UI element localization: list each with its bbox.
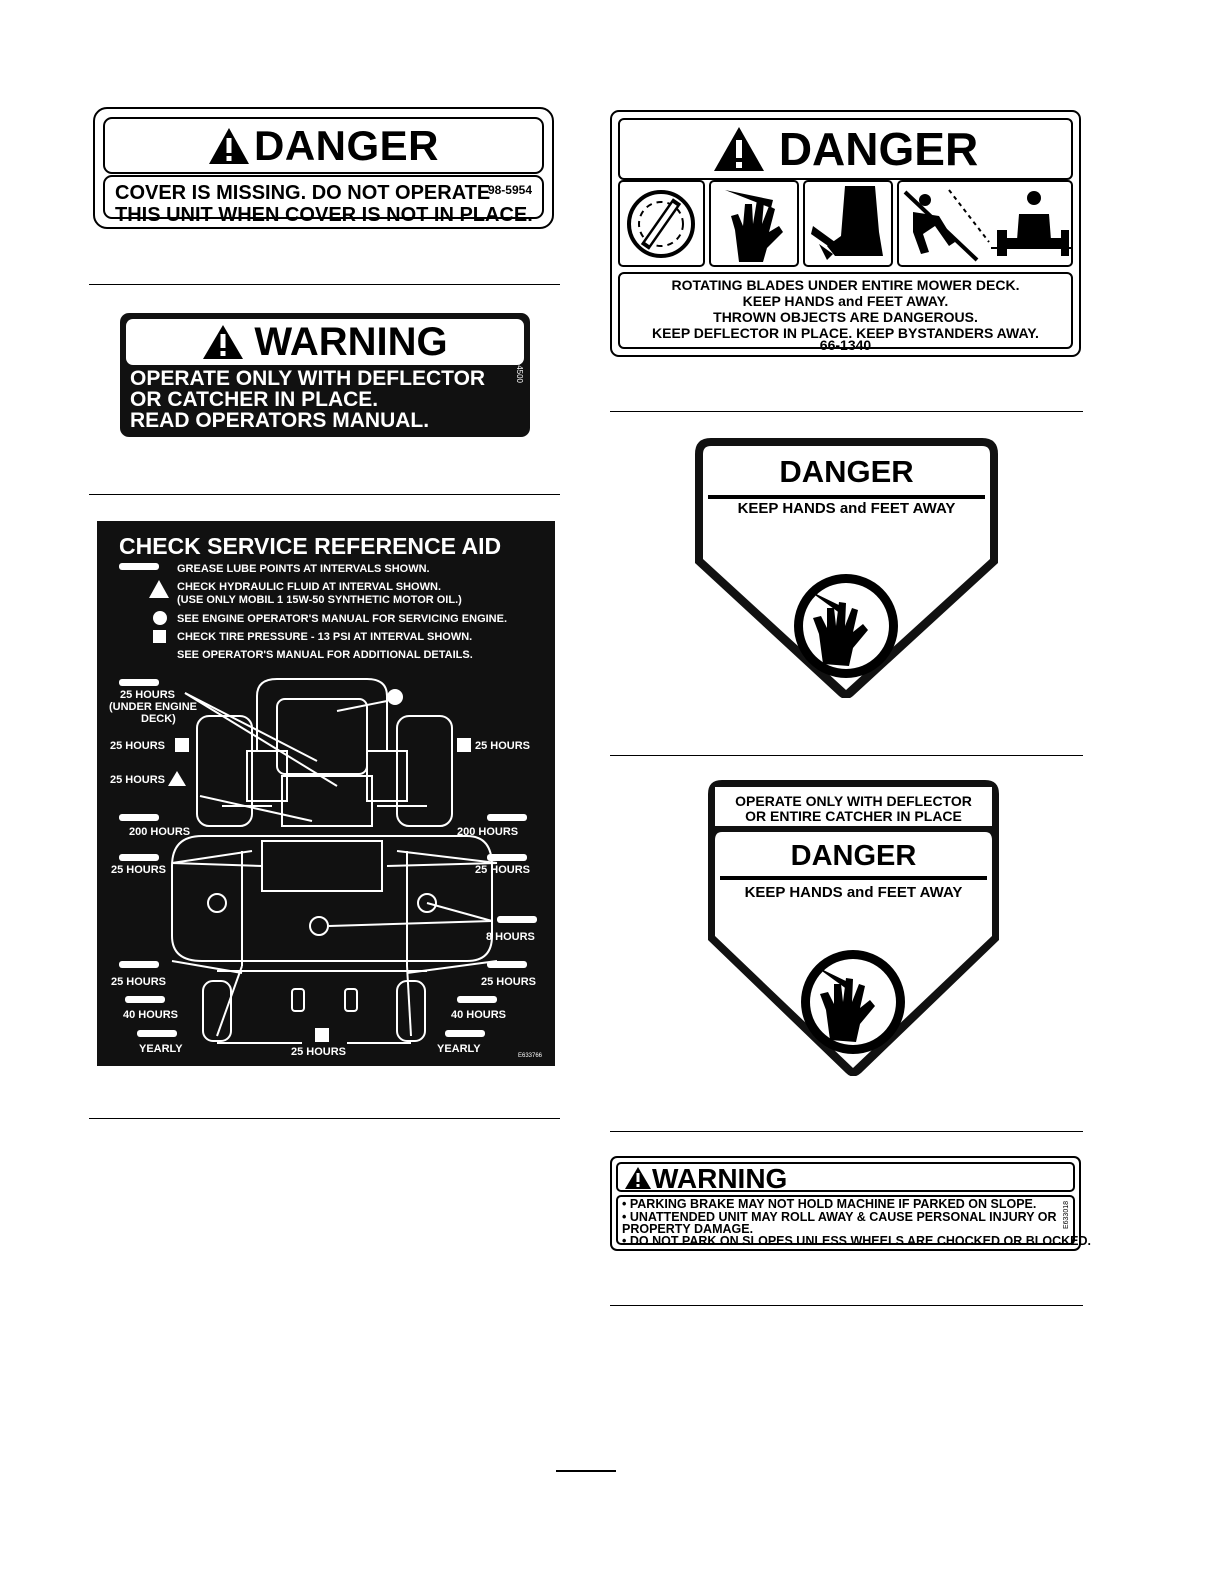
- warning-triangle-icon: [208, 127, 250, 165]
- decal-code: E633018: [1063, 1201, 1070, 1230]
- diagram-label: 25 HOURS: [110, 740, 166, 752]
- page-number-bar: [556, 1470, 616, 1472]
- diagram-label: 40 HOURS: [451, 1009, 507, 1021]
- diagram-label: 200 HOURS: [457, 826, 519, 838]
- decal-header-text: DANGER: [779, 454, 914, 489]
- decal-line: THROWN OBJECTS ARE DANGEROUS.: [713, 309, 978, 325]
- legend-item: CHECK TIRE PRESSURE - 13 PSI AT INTERVAL SHOWN.: [177, 631, 473, 643]
- decal-line: COVER IS MISSING. DO NOT OPERATE: [115, 182, 491, 204]
- diagram-label: 25 HOURS: [110, 774, 166, 786]
- decal-header-text: DANGER: [253, 121, 439, 169]
- decal-message: [618, 272, 1073, 353]
- decal-header-text: WARNING: [254, 319, 448, 364]
- decal-header: [618, 118, 1073, 180]
- diagram-label: 25 HOURS: [291, 1046, 347, 1058]
- decal-header: [103, 117, 544, 174]
- decal-line: • DO NOT PARK ON SLOPES UNLESS WHEELS ARE CHOCKED OR BLOCKED.: [622, 1234, 1091, 1248]
- legend-item: CHECK HYDRAULIC FLUID AT INTERVAL SHOWN.: [177, 581, 441, 593]
- divider: [610, 1131, 1083, 1132]
- warning-triangle-icon: [202, 324, 244, 360]
- decal-line: • UNATTENDED UNIT MAY ROLL AWAY & CAUSE PERSONAL INJURY OR: [622, 1210, 1057, 1224]
- decal-body: [616, 1195, 1091, 1248]
- decal-code: 66-1340: [819, 337, 872, 353]
- decal-body: [103, 175, 544, 226]
- decal-line: KEEP DEFLECTOR IN PLACE. KEEP BYSTANDERS AWAY.: [652, 325, 1039, 341]
- decal-subtitle: KEEP HANDS and FEET AWAY: [737, 500, 956, 517]
- decal-line: ROTATING BLADES UNDER ENTIRE MOWER DECK.: [671, 277, 1020, 293]
- diagram-label: 25 HOURS: [111, 976, 167, 988]
- decal-warning-deflector: [120, 313, 530, 437]
- decal-line: OPERATE ONLY WITH DEFLECTOR: [735, 793, 972, 809]
- decal-code: 98-5954: [487, 183, 532, 197]
- decal-code: E633766: [518, 1053, 543, 1059]
- diagram-label: 25 HOURS: [120, 689, 176, 701]
- decal-header: [126, 319, 524, 365]
- diagram-label: 25 HOURS: [111, 864, 167, 876]
- pictogram-panel: [709, 180, 799, 267]
- legend-item: SEE ENGINE OPERATOR'S MANUAL FOR SERVICING ENGINE.: [177, 613, 508, 625]
- diagram-label: 200 HOURS: [129, 826, 191, 838]
- pictogram-panel: [897, 180, 1073, 267]
- decal-line: KEEP HANDS and FEET AWAY.: [742, 293, 949, 309]
- legend-item: (USE ONLY MOBIL 1 15W-50 SYNTHETIC MOTOR OIL.): [177, 594, 462, 606]
- decal-line: THIS UNIT WHEN COVER IS NOT IN PLACE.: [115, 204, 533, 226]
- decal-line: PROPERTY DAMAGE.: [622, 1222, 754, 1236]
- legend-item: SEE OPERATOR'S MANUAL FOR ADDITIONAL DETAILS.: [177, 649, 473, 661]
- decal-code: 106-4500: [515, 349, 524, 383]
- diagram-label: 25 HOURS: [481, 976, 537, 988]
- diagram-label: 8 HOURS: [486, 931, 535, 943]
- warning-triangle-icon: [713, 126, 765, 172]
- decal-line: • PARKING BRAKE MAY NOT HOLD MACHINE IF PARKED ON SLOPE.: [622, 1197, 1037, 1211]
- decal-line: READ OPERATORS MANUAL.: [130, 409, 430, 432]
- decal-header: [616, 1162, 1075, 1192]
- decal-header-text: DANGER: [778, 123, 979, 175]
- divider: [610, 411, 1083, 412]
- decal-line: OR ENTIRE CATCHER IN PLACE: [745, 808, 962, 824]
- decal-header-text: WARNING: [652, 1163, 788, 1194]
- diagram-label: YEARLY: [139, 1043, 183, 1055]
- diagram-label: 25 HOURS: [475, 864, 531, 876]
- diagram-label: (UNDER ENGINE: [109, 701, 198, 713]
- decal-subtitle: KEEP HANDS and FEET AWAY: [744, 884, 963, 901]
- diagram-label: DECK): [141, 713, 176, 725]
- pictogram-panel: [803, 180, 893, 267]
- diagram-label: 40 HOURS: [123, 1009, 179, 1021]
- decal-header-text: DANGER: [790, 840, 917, 872]
- hand-cut-icon: [711, 182, 797, 265]
- decal-warning-parking: [610, 1156, 1091, 1251]
- decal-danger-hands: [695, 438, 998, 698]
- divider: [89, 284, 560, 285]
- decal-line: OR CATCHER IN PLACE.: [130, 388, 379, 411]
- diagram-label: YEARLY: [437, 1043, 481, 1055]
- rotating-blade-icon: [620, 182, 703, 265]
- decal-cover-missing: [93, 107, 554, 229]
- foot-cut-icon: [805, 182, 891, 265]
- decal-line: OPERATE ONLY WITH DEFLECTOR: [130, 367, 486, 390]
- thrown-objects-bystander-icon: [899, 182, 1071, 265]
- diagram-label: 25 HOURS: [475, 740, 531, 752]
- divider: [89, 1118, 560, 1119]
- pictogram-panel: [618, 180, 705, 267]
- decal-danger-blades: [610, 110, 1081, 357]
- legend-item: GREASE LUBE POINTS AT INTERVALS SHOWN.: [177, 563, 430, 575]
- decal-danger-deflector-hands: [708, 780, 999, 1076]
- service-aid-title: CHECK SERVICE REFERENCE AID: [119, 533, 502, 559]
- warning-triangle-icon: [624, 1166, 652, 1190]
- divider: [89, 494, 560, 495]
- divider: [610, 755, 1083, 756]
- decal-service-reference-aid: [97, 521, 555, 1066]
- divider: [610, 1305, 1083, 1306]
